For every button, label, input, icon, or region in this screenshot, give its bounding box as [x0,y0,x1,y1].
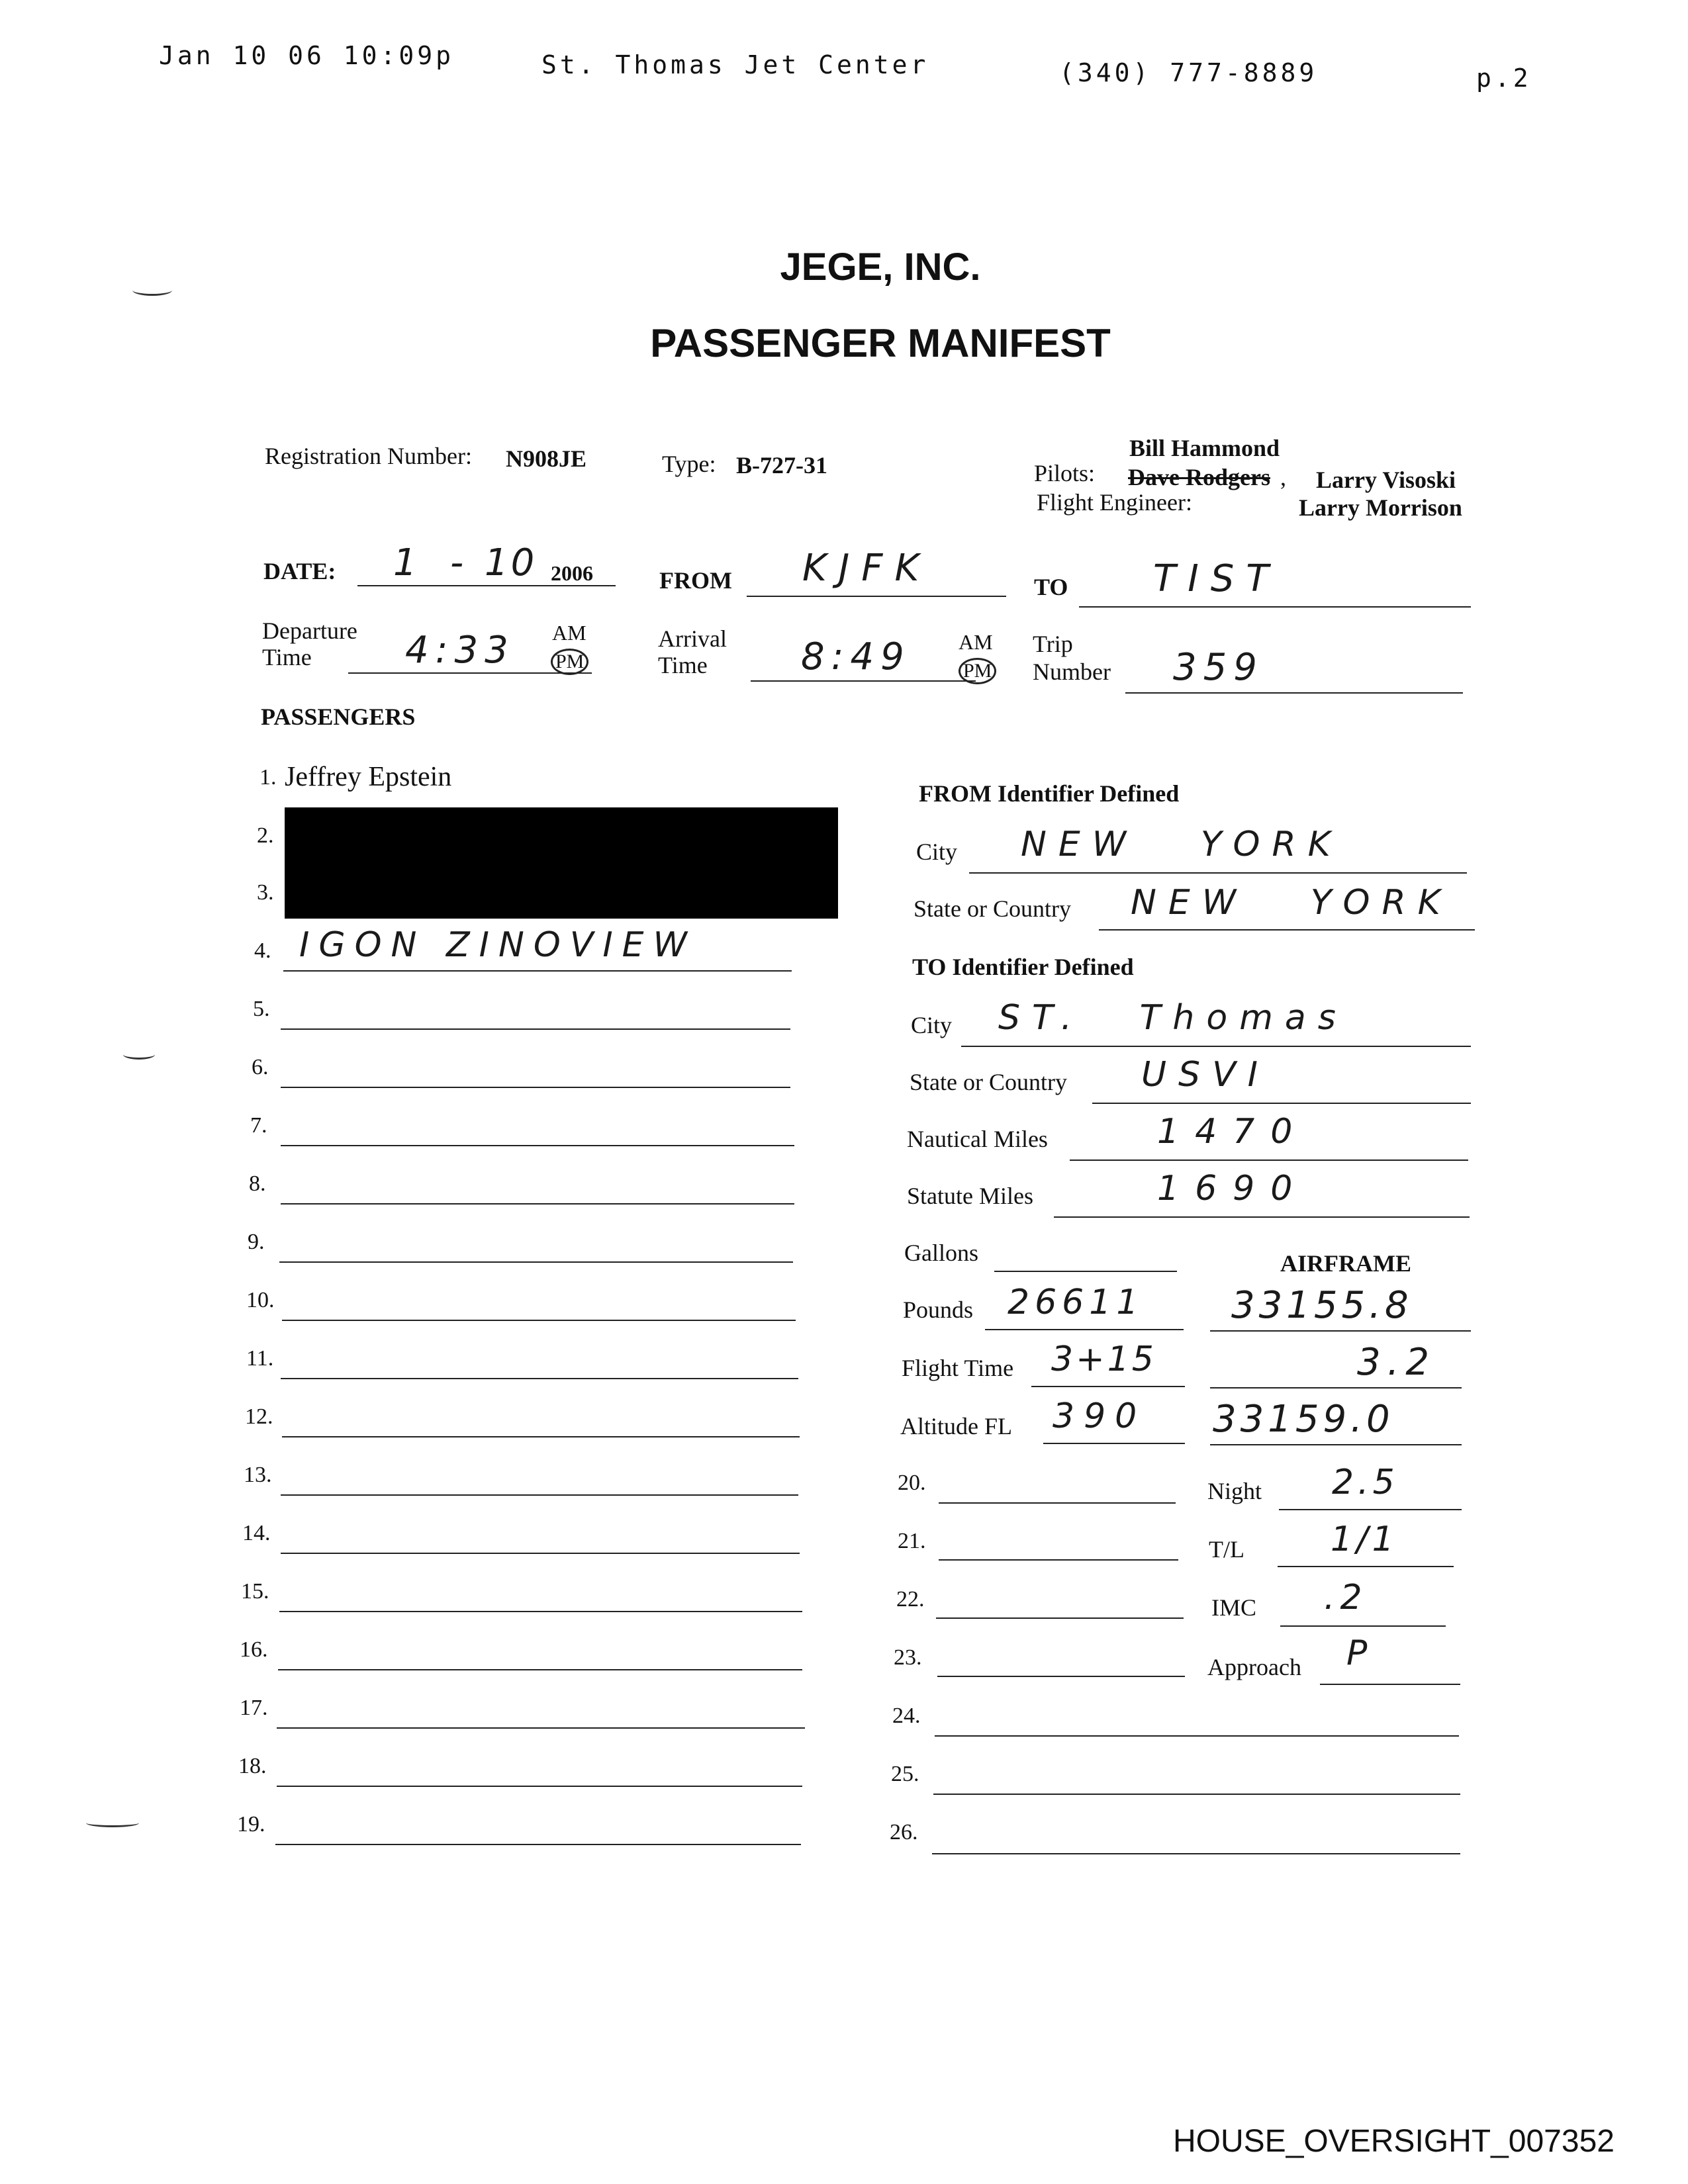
tl-value: 1/1 [1331,1520,1398,1559]
imc-label: IMC [1211,1594,1257,1621]
row-number: 21. [898,1529,926,1553]
from-state-value: NEW YORK [1131,883,1452,923]
registration-value: N908JE [506,445,587,472]
scan-mark [86,1819,139,1827]
to-city-label: City [911,1012,953,1038]
passenger-number: 9. [248,1230,265,1254]
passenger-number: 7. [250,1113,267,1138]
passenger-number: 5. [253,997,270,1021]
scan-mark [123,1050,155,1060]
row-number: 23. [894,1645,922,1670]
flight-engineer-name: Larry Morrison [1299,494,1462,521]
bates-number: HOUSE_OVERSIGHT_007352 [1173,2124,1615,2159]
date-label: DATE: [263,558,336,584]
statute-miles-value: 1690 [1157,1169,1309,1208]
from-city-value: NEW YORK [1021,825,1342,864]
altitude-label: Altitude FL [900,1413,1012,1439]
fax-timestamp: Jan 10 06 10:09p [159,41,455,70]
passenger-number: 18. [238,1754,267,1778]
departure-pm-circled: PM [551,649,588,675]
arrival-label-line-2: Time [658,652,708,678]
to-identifier-heading: TO Identifier Defined [912,954,1134,980]
airframe-heading: AIRFRAME [1280,1250,1411,1277]
airframe-total-2: 3.2 [1357,1341,1436,1384]
fax-page-number: p.2 [1476,64,1532,93]
to-city-value: ST. Thomas [998,998,1348,1038]
passenger-number: 4. [254,938,271,963]
passenger-number: 11. [246,1346,274,1371]
departure-am-label: AM [552,621,586,645]
date-year: 2006 [551,561,593,585]
from-identifier-heading: FROM Identifier Defined [919,780,1180,807]
airframe-total-3: 33159.0 [1213,1398,1394,1441]
imc-value: .2 [1324,1578,1368,1617]
passenger-number: 12. [245,1404,273,1429]
tl-label: T/L [1209,1536,1244,1563]
from-city-label: City [916,839,958,865]
passenger-number: 16. [240,1637,268,1662]
from-airport: KJFK [802,547,931,590]
date-month: 1 [393,541,418,584]
passenger-name: Jeffrey Epstein [285,762,452,792]
to-state-label: State or Country [910,1069,1067,1095]
nautical-miles-value: 1470 [1157,1112,1309,1152]
registration-label: Registration Number: [265,443,472,469]
arrival-label-line-1: Arrival [658,625,727,652]
passenger-number: 10. [246,1288,275,1312]
fax-phone: (340) 777-8889 [1059,58,1318,87]
departure-label-line-2: Time [262,644,312,670]
passengers-heading: PASSENGERS [261,704,416,730]
statute-miles-label: Statute Miles [907,1183,1033,1209]
type-label: Type: [662,451,716,477]
arrival-time: 8:49 [801,635,911,678]
to-airport: TIST [1153,557,1281,600]
to-state-value: USVI [1141,1055,1270,1095]
row-number: 26. [890,1820,918,1844]
passenger-number: 1. [259,765,277,790]
departure-time: 4:33 [405,629,515,672]
passenger-number: 2. [257,823,274,848]
approach-label: Approach [1207,1654,1301,1680]
pilot-struck-name: Dave Rodgers [1128,464,1270,490]
passenger-number: 6. [252,1055,269,1079]
passenger-number: 3. [257,880,274,905]
type-value: B-727-31 [736,452,827,478]
flight-time-label: Flight Time [902,1355,1014,1381]
row-number: 25. [891,1762,919,1786]
flight-time-value: 3+15 [1051,1340,1156,1379]
night-value: 2.5 [1332,1463,1399,1502]
date-separator: - [450,541,465,584]
to-label: TO [1034,574,1068,600]
company-name: JEGE, INC. [780,246,981,289]
row-number: 20. [898,1471,926,1495]
nautical-miles-label: Nautical Miles [907,1126,1048,1152]
scan-mark [132,285,172,296]
row-number: 22. [896,1587,925,1612]
pilot-name: Larry Visoski [1316,467,1456,493]
passenger-number: 15. [241,1579,269,1604]
pilot-added-name: Bill Hammond [1129,435,1280,461]
passenger-name: IGON ZINOVIEW [299,925,696,965]
altitude-value: 390 [1053,1396,1147,1436]
pilots-label: Pilots: [1034,460,1096,486]
flight-engineer-label: Flight Engineer: [1037,489,1192,516]
arrival-pm-circled: PM [959,658,996,684]
passenger-number: 19. [237,1812,265,1837]
trip-label-line-1: Trip [1033,631,1073,657]
from-label: FROM [659,567,732,594]
night-label: Night [1207,1478,1262,1504]
arrival-am-label: AM [959,630,993,654]
pounds-label: Pounds [903,1297,974,1323]
trip-number: 359 [1173,646,1264,689]
departure-label-line-1: Departure [262,617,357,644]
gallons-label: Gallons [904,1240,978,1266]
pounds-value: 26611 [1008,1283,1144,1322]
from-state-label: State or Country [914,895,1071,922]
row-number: 24. [892,1704,921,1728]
passenger-number: 13. [244,1463,272,1487]
passenger-number: 8. [249,1171,266,1196]
airframe-total-1: 33155.8 [1231,1284,1413,1327]
approach-value: P [1346,1633,1380,1673]
fax-sender: St. Thomas Jet Center [541,50,929,79]
redaction-block [285,807,838,919]
document-title: PASSENGER MANIFEST [650,321,1111,365]
date-day: 10 [485,541,538,584]
passenger-number: 14. [242,1521,271,1545]
trip-label-line-2: Number [1033,659,1111,685]
passenger-number: 17. [240,1696,268,1720]
